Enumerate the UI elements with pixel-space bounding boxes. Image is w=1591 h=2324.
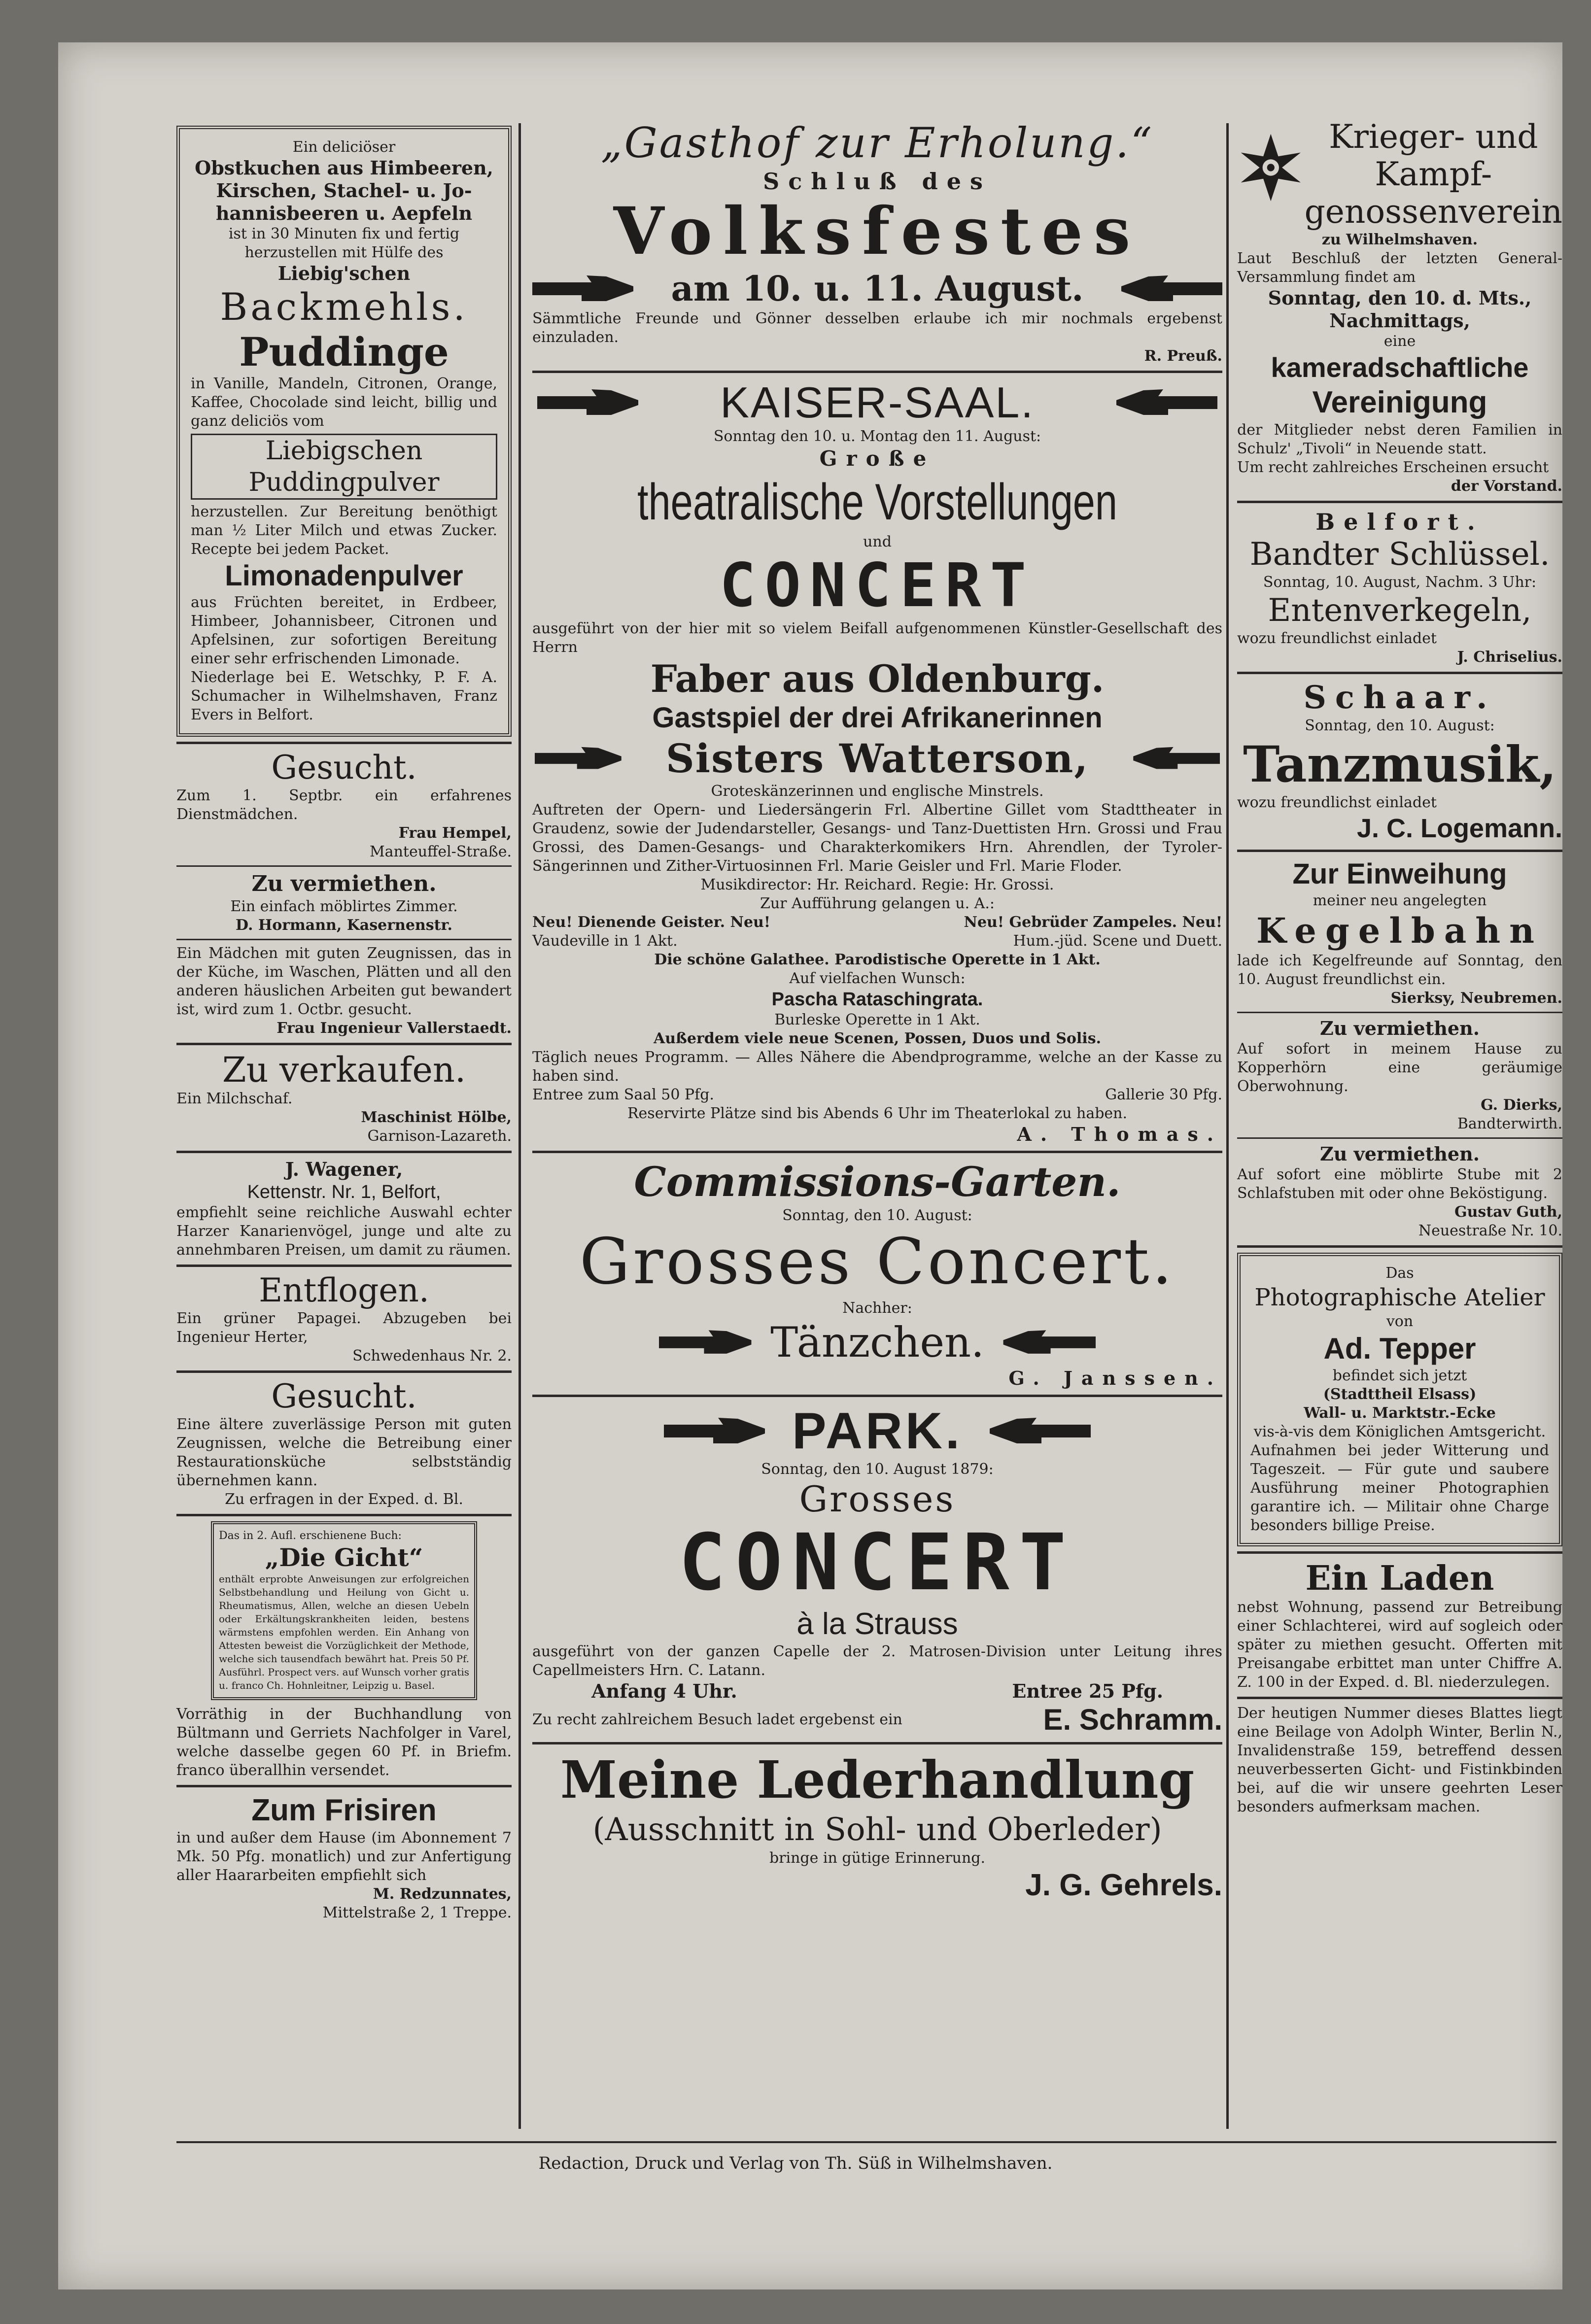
ad-signature: Gustav Guth, <box>1454 1203 1562 1221</box>
taenzchen-row <box>532 1318 1222 1367</box>
ad-signature: Manteuffel-Straße. <box>369 843 512 860</box>
backmehl-ad <box>176 126 512 737</box>
ad-line: in und außer dem Hause (im Abonnement 7 Mk. 50 Pfg. monatlich) und zur Anfertigung aller Haararbeiten empfiehlt sich <box>176 1829 512 1884</box>
ad-headline: Tanzmusik, <box>1243 735 1557 793</box>
ad-line: Sonntag, den 10. August: <box>1305 717 1495 734</box>
ad-line: Auf sofort in meinem Hause zu Kopperhörn eine geräumige Oberwohnung. <box>1237 1040 1562 1095</box>
ad-line: Hum.-jüd. Scene und Duett. <box>1013 932 1222 950</box>
divider <box>532 1395 1222 1397</box>
ad-signature: D. Hormann, Kasernenstr. <box>236 917 452 934</box>
ad-headline: Schaar. <box>1303 679 1496 716</box>
ad-line: Auf vielfachen Wunsch: <box>789 970 966 987</box>
sisters-row <box>532 735 1222 782</box>
ad-signature: Garnison-Lazareth. <box>367 1128 512 1145</box>
ad-signature: der Vorstand. <box>1451 478 1562 495</box>
ad-line: Burleske Operette in 1 Akt. <box>774 1011 980 1028</box>
ad-line: herzustellen mit Hülfe des <box>244 244 444 261</box>
ad-line: Nachher: <box>842 1299 912 1317</box>
pointing-hand-right-icon <box>532 744 626 773</box>
ad-line: Liebig'schen <box>277 262 411 284</box>
ad-headline: Tänzchen. <box>770 1318 984 1367</box>
ad-headline: Zum Frisiren <box>251 1793 437 1827</box>
divider <box>1237 1551 1562 1554</box>
ad-line: wozu freundlichst einladet <box>1237 794 1437 811</box>
wagener-ad <box>176 1158 512 1260</box>
ad-line: bringe in gütige Erinnerung. <box>769 1849 986 1867</box>
vermiethen-ad-2 <box>1237 1017 1562 1133</box>
ad-line: Sonntag, den 10. August: <box>782 1207 972 1224</box>
ad-headline: Bandter Schlüssel. <box>1249 536 1550 573</box>
ad-signature: E. Schramm. <box>1043 1703 1222 1736</box>
ad-headline: Entenverkegeln, <box>1268 592 1532 629</box>
divider <box>1237 850 1562 852</box>
divider <box>176 939 512 940</box>
ad-headline: Faber aus Oldenburg. <box>650 657 1105 701</box>
ad-signature: G. Dierks, <box>1481 1096 1562 1114</box>
divider <box>532 1151 1222 1153</box>
ad-line: Pascha Rataschingrata. <box>771 989 983 1010</box>
ad-headline: kameradschaftliche <box>1271 352 1529 383</box>
krieger-head-row <box>1237 118 1562 231</box>
ad-line: Ein deliciöser <box>292 138 396 156</box>
ad-line: befindet sich jetzt <box>1332 1367 1467 1384</box>
pointing-hand-left-icon <box>1109 385 1222 420</box>
ad-headline: „Die Gicht“ <box>265 1543 423 1572</box>
ad-line: Niederlage bei E. Wetschky, P. F. A. Schumacher in Wilhelmshaven, Franz Evers in Belfort. <box>191 669 497 723</box>
ad-signature: Schwedenhaus Nr. 2. <box>352 1347 512 1365</box>
ad-line: Große <box>819 446 935 471</box>
ad-line: am 10. u. 11. August. <box>671 268 1084 309</box>
ad-line: Musikdirector: Hr. Reichard. Regie: Hr. Grossi. <box>700 876 1054 893</box>
frisiren-ad <box>176 1792 512 1922</box>
schaar-ad <box>1237 679 1562 845</box>
pointing-hand-left-icon <box>999 1327 1098 1358</box>
imprint-footer: Redaction, Druck und Verlag von Th. Süß in Wilhelmshaven. <box>538 2153 1053 2173</box>
ad-line: und <box>863 533 892 550</box>
ad-signature: M. Redzunnates, <box>373 1885 512 1903</box>
ad-line: Täglich neues Programm. — Alles Nähere die Abendprogramme, welche an der Kasse zu haben sind. <box>532 1049 1222 1085</box>
kaiser-title-row <box>532 378 1222 427</box>
ad-headline: Entflogen. <box>259 1271 429 1309</box>
ad-signature: Mittelstraße 2, 1 Treppe. <box>322 1904 512 1921</box>
ad-line: von <box>1386 1313 1414 1330</box>
ad-headline: Kampf- <box>1375 155 1492 193</box>
krieger-title <box>1305 118 1562 231</box>
divider <box>176 1514 512 1516</box>
ad-headline: Ad. Tepper <box>1323 1332 1476 1365</box>
krieger-verein-ad <box>1237 118 1562 496</box>
ad-headline: Sisters Watterson, <box>665 735 1089 782</box>
ad-line: herzustellen. Zur Bereitung benöthigt man ½ Liter Milch und etwas Zucker. Recepte bei jedem Packet. <box>191 503 497 558</box>
ad-line: enthält erprobte Anweisungen zur erfolgreichen Selbstbehandlung und Heilung von Gicht u. Rheumatismus, Allen, welche an diesen Uebeln oder Erkältungskrankheiten leiden, bestens wärmstens empfohlen werden. Ein Anhang von Attesten beweist die Vorzüglichkeit der Methode, welche sich tausendfach bewährt hat. Preis 50 Pf. Ausführl. Prospect vers. auf Wunsch vorher gratis u. franco Ch. Hohnleitner, Leipzig u. Basel. <box>219 1573 469 1691</box>
pointing-hand-right-icon <box>657 1327 756 1358</box>
ad-line: ist in 30 Minuten fix und fertig <box>228 225 460 242</box>
ad-line: Vorräthig in der Buchhandlung von Bültmann und Gerriets Nachfolger in Varel, welche dasselbe gegen 60 Pf. in Briefm. franco überallhin versendet. <box>176 1706 512 1779</box>
column-rule-left <box>519 123 521 2129</box>
ad-line: Gallerie 30 Pfg. <box>1105 1086 1222 1103</box>
gicht-ad <box>176 1521 512 1700</box>
ad-headline: Backmehls. <box>220 285 468 329</box>
divider <box>1237 1245 1562 1248</box>
divider <box>1237 1137 1562 1139</box>
ad-headline: genossenverein <box>1304 193 1562 231</box>
ad-line: Kirschen, Stachel- u. Jo- <box>216 179 472 202</box>
ad-line: Ein grüner Papagei. Abzugeben bei Ingenieur Herter, <box>176 1310 512 1346</box>
ad-signature: Neuestraße Nr. 10. <box>1418 1222 1562 1239</box>
ad-headline: Gesucht. <box>271 1377 417 1415</box>
ad-headline: Krieger- und <box>1329 118 1538 156</box>
ad-line: Obstkuchen aus Himbeeren, <box>195 157 493 179</box>
ad-line: Vaudeville in 1 Akt. <box>532 932 678 950</box>
ad-line: Zu recht zahlreichem Besuch ladet ergebenst ein <box>532 1711 902 1728</box>
commissions-garten-ad <box>532 1158 1222 1390</box>
divider <box>176 1043 512 1045</box>
park-sign-row <box>532 1703 1222 1737</box>
ad-headline: Liebigschen Puddingpulver <box>191 434 497 500</box>
kaiser-saal-ad <box>532 378 1222 1146</box>
ad-line: der Mitglieder nebst deren Familien in Schulz' „Tivoli“ in Neuende statt. <box>1237 421 1562 457</box>
entflogen-ad <box>176 1272 512 1366</box>
divider <box>176 1370 512 1373</box>
ad-headline: Zu vermiethen. <box>251 871 437 896</box>
ad-line: Laut Beschluß der letzten General-Versammlung findet am <box>1237 250 1562 286</box>
ad-line: Reservirte Plätze sind bis Abends 6 Uhr im Theaterlokal zu haben. <box>627 1105 1128 1122</box>
ad-line: Außerdem viele neue Scenen, Possen, Duos und Solis. <box>653 1030 1102 1047</box>
ad-line: Sonntag den 10. u. Montag den 11. August: <box>713 428 1041 445</box>
park-ad <box>532 1402 1222 1737</box>
divider <box>1237 1697 1562 1699</box>
pointing-hand-right-icon <box>532 272 636 306</box>
ad-line: wozu freundlichst einladet <box>1237 630 1437 647</box>
ad-line: Ein einfach möblirtes Zimmer. <box>230 898 458 915</box>
ad-headline: Vereinigung <box>1312 385 1487 419</box>
ad-line: meiner neu angelegten <box>1313 892 1487 909</box>
divider <box>532 1742 1222 1744</box>
left-column <box>176 126 512 1922</box>
ad-line: Der heutigen Nummer dieses Blattes liegt eine Beilage von Adolph Winter, Berlin N., Invalidenstraße 159, betreffend dessen neuverbesserten Gicht- und Fistinkbinden bei, auf die wir unsere geehrten Leser besonders aufmerksam machen. <box>1237 1705 1562 1815</box>
ad-line: nebst Wohnung, passend zur Betreibung einer Schlachterei, wird auf sogleich oder später zu miethen gesucht. Offerten mit Preisangabe erbittet man unter Chiffre A. Z. 100 in der Exped. d. Bl. niederzulegen. <box>1237 1599 1562 1691</box>
ad-line: Neu! Dienende Geister. Neu! <box>532 914 771 931</box>
beilage-notice <box>1237 1704 1562 1816</box>
ad-headline: Zu vermiethen. <box>1320 1017 1480 1039</box>
ad-line: Sämmtliche Freunde und Gönner desselben erlaube ich mir nochmals ergebenst einzuladen. <box>532 310 1222 346</box>
pointing-hand-left-icon <box>982 1414 1096 1448</box>
ad-headline: KAISER-SAAL. <box>720 378 1035 427</box>
ad-headline: (Ausschnitt in Sohl- und Oberleder) <box>592 1811 1162 1848</box>
ad-signature: Frau Ingenieur Vallerstaedt. <box>277 1020 512 1037</box>
ad-line: Neu! Gebrüder Zampeles. Neu! <box>964 914 1222 931</box>
divider <box>532 371 1222 373</box>
ad-headline: „Gasthof zur Erholung.“ <box>601 119 1154 167</box>
ad-line: (Stadttheil Elsass) <box>1323 1386 1477 1403</box>
ad-line: J. Wagener, <box>285 1158 403 1180</box>
ad-line: Sonntag, 10. August, Nachm. 3 Uhr: <box>1263 574 1537 591</box>
ad-line: Schluß des <box>763 168 992 195</box>
ad-line: Das <box>1385 1265 1414 1282</box>
ad-headline: Ein Laden <box>1305 1559 1494 1598</box>
divider <box>176 1151 512 1153</box>
ad-line: Gastspiel der drei Afrikanerinnen <box>652 702 1103 734</box>
ad-headline: CONCERT <box>719 550 1036 620</box>
iron-cross-icon <box>1237 118 1305 217</box>
right-column <box>1237 118 1562 1816</box>
ad-signature: J. Chriselius. <box>1457 649 1562 666</box>
ad-line: ausgeführt von der ganzen Capelle der 2. Matrosen-Division unter Leitung ihres Capellmeisters Hrn. C. Latann. <box>532 1643 1222 1679</box>
ad-signature: Maschinist Hölbe, <box>361 1109 512 1126</box>
ad-line: Aufnahmen bei jeder Witterung und Tageszeit. — Für gute und saubere Ausführung meiner Photographien garantire ich. — Militair ohne Charge besonders billige Preise. <box>1250 1442 1549 1534</box>
ad-signature: J. G. Gehrels. <box>1025 1868 1222 1902</box>
ad-headline: PARK. <box>792 1402 963 1460</box>
ad-line: Das in 2. Aufl. erschienene Buch: <box>219 1530 402 1542</box>
divider <box>1237 672 1562 674</box>
gesucht-ad-1 <box>176 749 512 861</box>
footer-rule <box>176 2141 1556 2143</box>
park-entry-row <box>532 1680 1222 1703</box>
park-title-row <box>532 1402 1222 1460</box>
ad-line: vis-à-vis dem Königlichen Amtsgericht. <box>1253 1423 1546 1440</box>
ad-headline: Volksfestes <box>613 193 1141 270</box>
program-row-2 <box>532 932 1222 951</box>
vermiethen-ad-1 <box>176 871 512 935</box>
column-rule-right <box>1226 123 1229 2129</box>
ad-line: Eine ältere zuverlässige Person mit guten Zeugnissen, welche die Betreibung einer Restaurationsküche selbstständig übernehmen kann. <box>176 1416 512 1489</box>
ad-headline: Photographische Atelier <box>1254 1284 1545 1311</box>
ad-line: Entree zum Saal 50 Pfg. <box>532 1086 714 1103</box>
divider <box>1237 1012 1562 1013</box>
divider <box>176 865 512 867</box>
program-row-1 <box>532 913 1222 932</box>
ad-line: Sonntag, den 10. d. Mts., <box>1268 287 1532 309</box>
ad-headline: Meine Lederhandlung <box>560 1749 1195 1810</box>
ad-headline: Grosses Concert. <box>579 1225 1176 1299</box>
middle-column <box>532 118 1222 1903</box>
ad-signature: Sierksy, Neubremen. <box>1390 990 1562 1007</box>
ad-line: Auf sofort eine möblirte Stube mit 2 Schlafstuben mit oder ohne Beköstigung. <box>1237 1166 1562 1202</box>
ad-signature: J. C. Logemann. <box>1356 814 1562 843</box>
divider <box>176 742 512 744</box>
ad-line: Entree 25 Pfg. <box>1012 1680 1163 1702</box>
ad-signature: G. Janssen. <box>1008 1367 1222 1389</box>
lederhandlung-ad <box>532 1749 1222 1903</box>
ad-headline: Grosses <box>799 1478 956 1520</box>
ad-line: Zum 1. Septbr. ein erfahrenes Dienstmädchen. <box>176 787 512 823</box>
ad-headline: CONCERT <box>679 1517 1076 1608</box>
ad-line: eine <box>1383 333 1416 350</box>
ad-signature: Bandterwirth. <box>1457 1115 1562 1132</box>
ad-signature: Frau Hempel, <box>398 824 512 842</box>
ad-headline: Zu vermiethen. <box>1320 1143 1480 1165</box>
tepper-atelier-ad <box>1237 1253 1562 1546</box>
divider <box>176 1785 512 1787</box>
ad-line: lade ich Kegelfreunde auf Sonntag, den 10. August freundlichst ein. <box>1237 952 1562 988</box>
ad-headline: Zur Einweihung <box>1292 858 1507 890</box>
ad-headline: Kegelbahn <box>1256 910 1543 951</box>
ad-signature: A. Thomas. <box>1017 1123 1222 1145</box>
verkaufen-ad <box>176 1050 512 1146</box>
divider <box>176 1265 512 1267</box>
laden-ad <box>1237 1559 1562 1692</box>
maedchen-ad <box>176 944 512 1038</box>
ad-line: Groteskänzerinnen und englische Minstrels. <box>711 783 1044 800</box>
divider <box>1237 501 1562 503</box>
ad-line: Die schöne Galathee. Parodistische Operette in 1 Akt. <box>654 951 1101 968</box>
ad-line: ausgeführt von der hier mit so vielem Beifall aufgenommenen Künstler-Gesellschaft des Herrn <box>532 620 1222 656</box>
pointing-hand-left-icon <box>1129 744 1222 773</box>
ad-signature: Zu erfragen in der Exped. d. Bl. <box>225 1491 463 1508</box>
einweihung-ad <box>1237 857 1562 1008</box>
entree-row <box>532 1086 1222 1104</box>
ad-line: Kettenstr. Nr. 1, Belfort, <box>247 1182 441 1202</box>
ad-line: Wall- u. Marktstr.-Ecke <box>1304 1404 1496 1422</box>
ad-headline: Zu verkaufen. <box>222 1050 466 1090</box>
ad-line: Um recht zahlreiches Erscheinen ersucht <box>1237 459 1549 476</box>
vermiethen-ad-3 <box>1237 1143 1562 1240</box>
belfort-ad <box>1237 508 1562 667</box>
ad-headline: theatralische Vorstellungen <box>637 474 1118 531</box>
ad-line: Zur Aufführung gelangen u. A.: <box>760 895 995 912</box>
ad-line: Sonntag, den 10. August 1879: <box>761 1461 994 1478</box>
ad-headline: à la Strauss <box>796 1607 958 1641</box>
pointing-hand-right-icon <box>532 385 646 420</box>
ad-headline: Puddinge <box>239 329 449 375</box>
gicht-box <box>211 1521 477 1700</box>
ad-headline: Commissions-Garten. <box>634 1159 1121 1206</box>
pointing-hand-left-icon <box>1119 272 1222 306</box>
ad-line: Anfang 4 Uhr. <box>591 1680 737 1702</box>
ad-line: Auftreten der Opern- und Liedersängerin Frl. Albertine Gillet vom Stadttheater in Graudenz, sowie der Judendarsteller, Gesangs- und Tanz-Duettisten Hrn. Grossi und Frau Grossi, des Damen-Gesangs- und Charakterkomikers Hrn. Ahrendlen, der Tyroler-Sängerinnen und Zither-Virtuosinnen Frl. Marie Geisler und Frl. Marie Floder. <box>532 801 1222 875</box>
ad-line: zu Wilhelmshaven. <box>1321 231 1478 248</box>
ad-line: Ein Mädchen mit guten Zeugnissen, das in der Küche, im Waschen, Plätten und all den anderen häuslichen Arbeiten gut bewandert ist, wird zum 1. Octbr. gesucht. <box>176 945 512 1018</box>
ad-line: in Vanille, Mandeln, Citronen, Orange, Kaffee, Chocolade sind leicht, billig und ganz deliciös vom <box>191 375 497 430</box>
ad-line: hannisbeeren u. Aepfeln <box>215 202 473 224</box>
ad-headline: Limonadenpulver <box>225 560 463 592</box>
gasthof-ad <box>532 118 1222 366</box>
ad-headline: Gesucht. <box>271 749 417 786</box>
ad-line: aus Früchten bereitet, in Erdbeer, Himbeer, Johannisbeer, Citronen und Apfelsinen, zur sofortigen Bereitung einer sehr erfrischenden Limonade. <box>191 594 497 667</box>
gesucht-ad-2 <box>176 1378 512 1509</box>
ad-line: empfiehlt seine reichliche Auswahl echter Harzer Kanarienvögel, junge und alte zu annehmbaren Preisen, um damit zu räumen. <box>176 1204 512 1259</box>
ad-line: Ein Milchschaf. <box>176 1090 293 1107</box>
gasthof-date-row <box>532 268 1222 309</box>
ad-line: Belfort. <box>1315 509 1484 535</box>
ad-line: Nachmittags, <box>1329 309 1470 332</box>
ad-signature: R. Preuß. <box>1144 347 1222 365</box>
pointing-hand-right-icon <box>659 1414 772 1448</box>
